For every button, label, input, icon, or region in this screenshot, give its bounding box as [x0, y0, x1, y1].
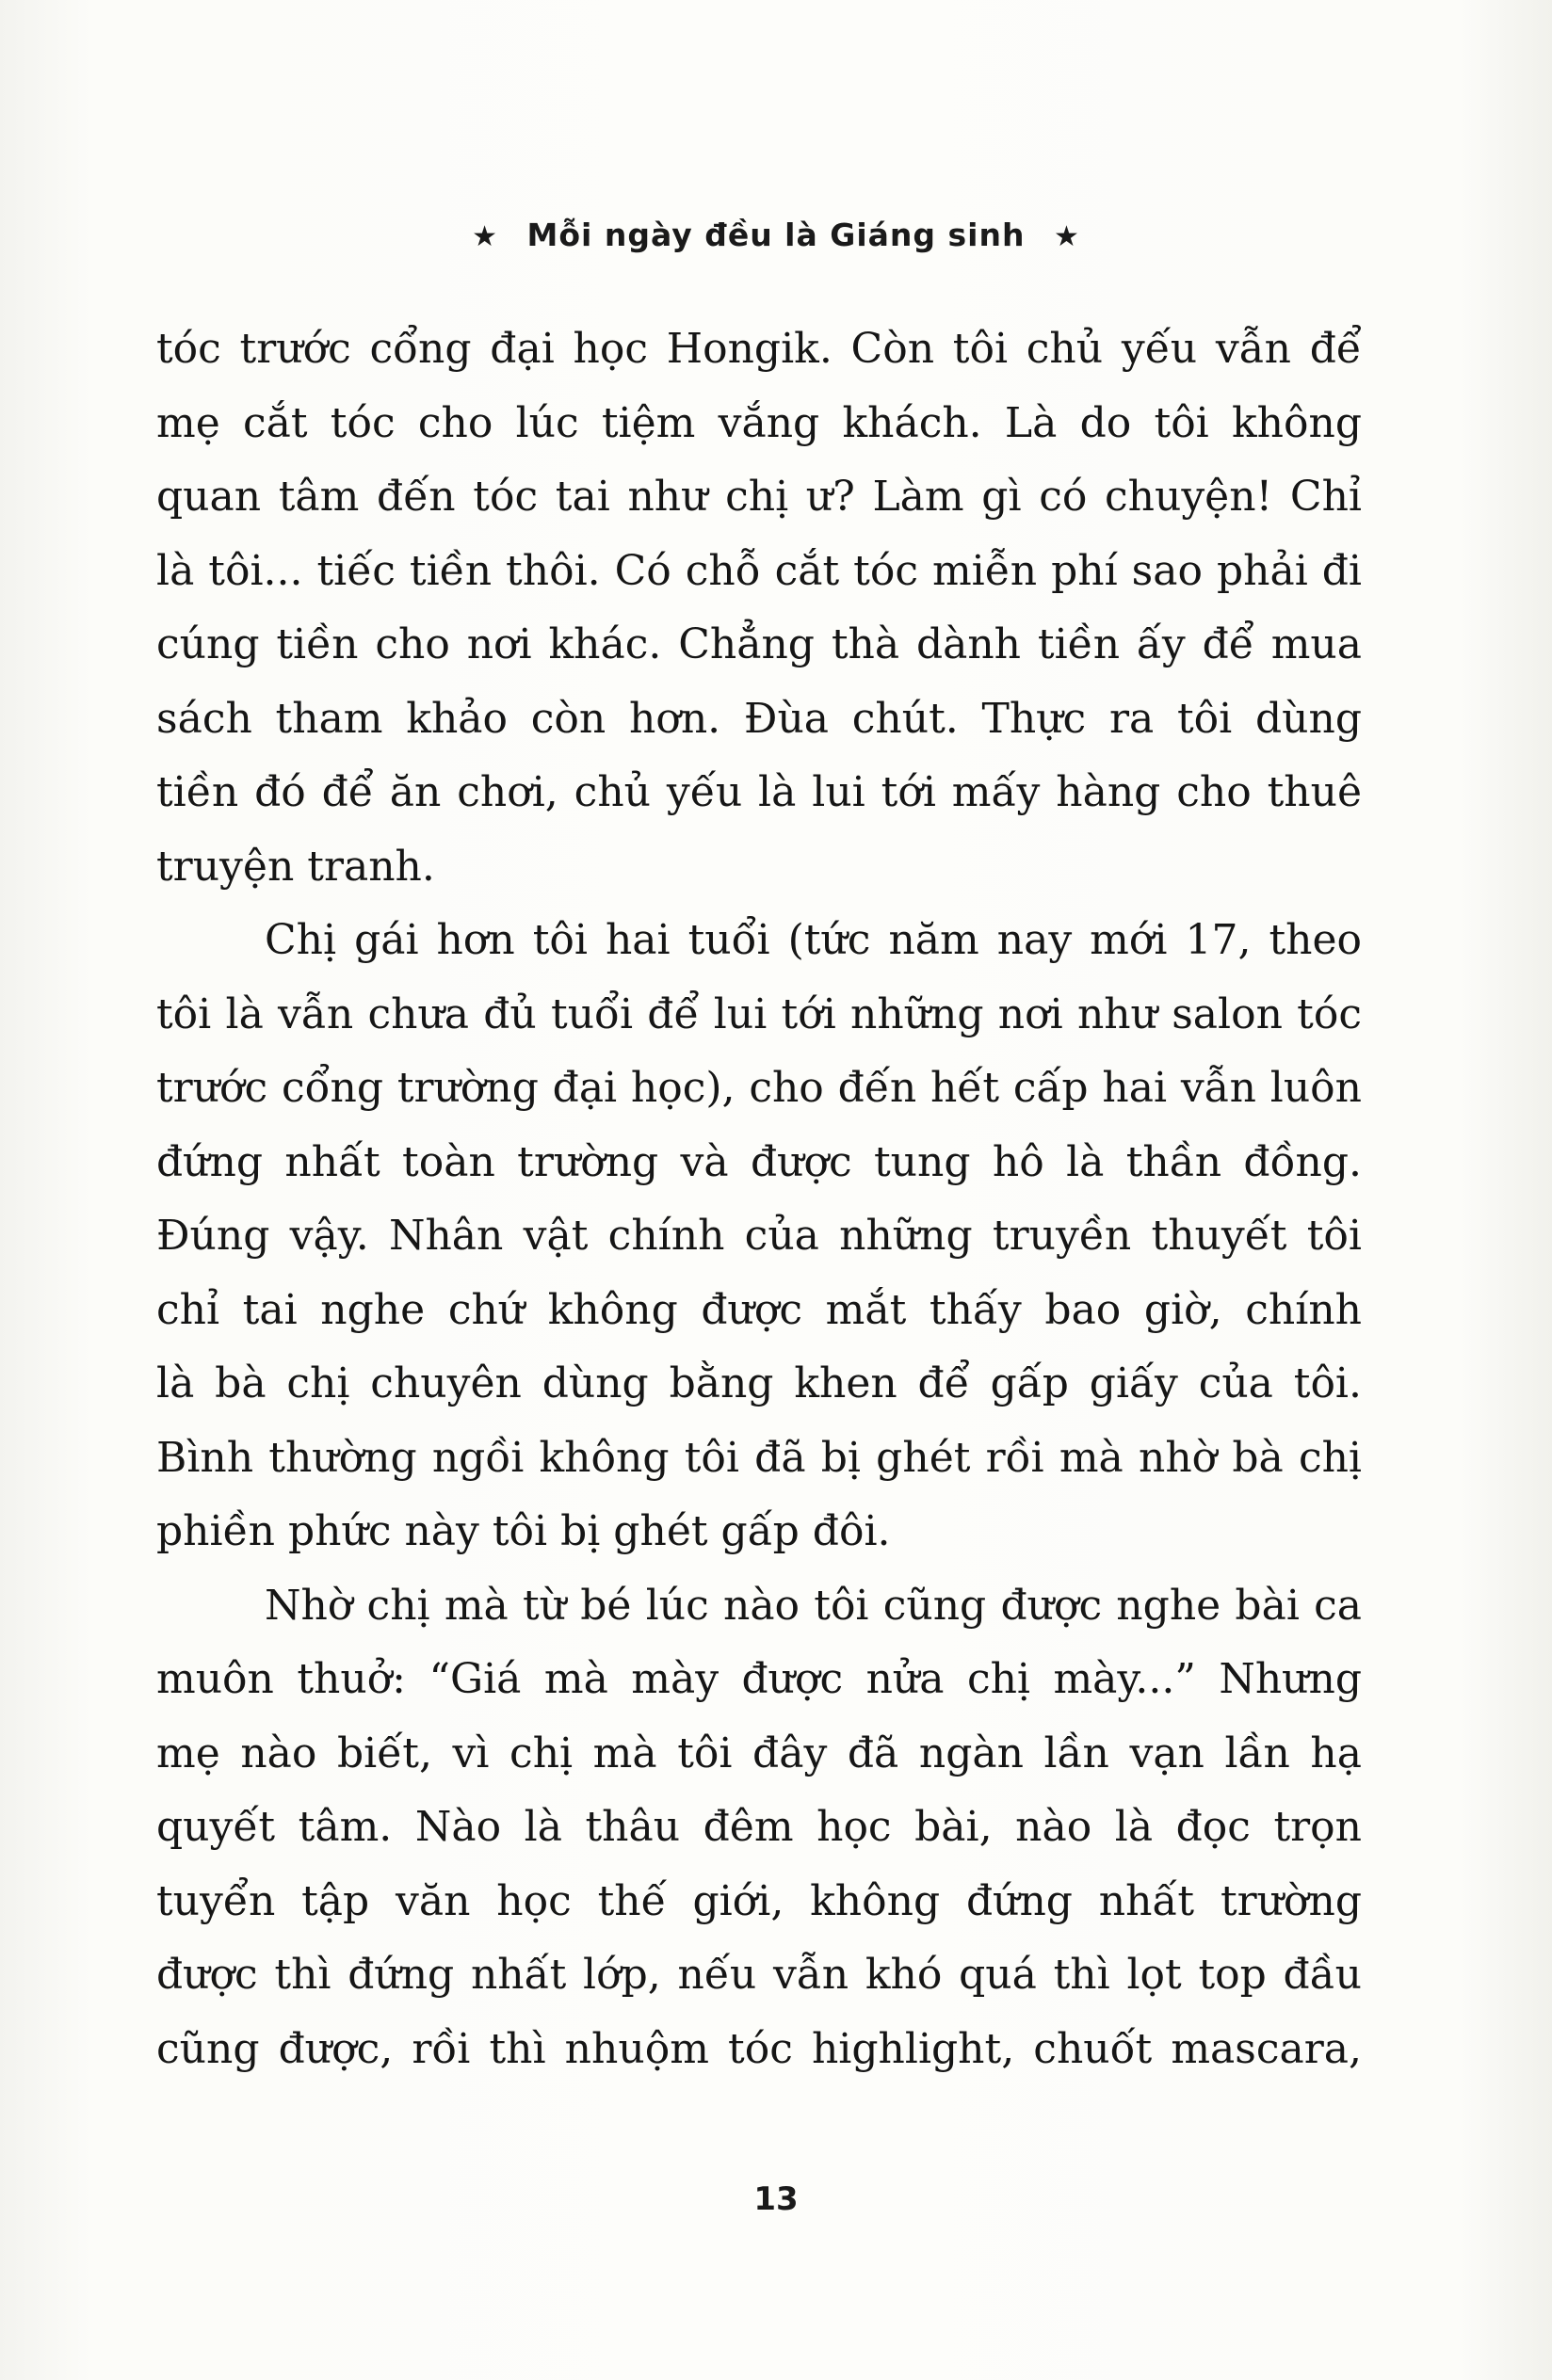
text-line: mẹ nào biết, vì chị mà tôi đây đã ngàn lần vạn lần hạ: [156, 1729, 1362, 1777]
text-line: tuyển tập văn học thế giới, không đứng nhất trường: [156, 1876, 1362, 1925]
text-line: là tôi... tiếc tiền thôi. Có chỗ cắt tóc miễn phí sao phải đi: [156, 546, 1362, 595]
text-line: quan tâm đến tóc tai như chị ư? Làm gì có chuyện! Chỉ: [156, 473, 1362, 521]
text-line: muôn thuở: “Giá mà mày được nửa chị mày...” Nhưng: [156, 1655, 1362, 1703]
star-icon-right: ★: [1053, 220, 1080, 253]
text-line: phiền phức này tôi bị ghét gấp đôi.: [156, 1507, 891, 1555]
body-text: [156, 313, 1362, 2086]
text-line: tóc trước cổng đại học Hongik. Còn tôi chủ yếu vẫn để: [156, 325, 1362, 373]
star-icon-left: ★: [472, 220, 499, 253]
running-title: Mỗi ngày đều là Giáng sinh: [526, 217, 1026, 253]
text-line: quyết tâm. Nào là thâu đêm học bài, nào là đọc trọn: [156, 1803, 1362, 1851]
text-line: chỉ tai nghe chứ không được mắt thấy bao giờ, chính: [156, 1285, 1362, 1334]
text-line: Chị gái hơn tôi hai tuổi (tức năm nay mới 17, theo: [265, 916, 1362, 964]
text-line: cũng được, rồi thì nhuộm tóc highlight, chuốt mascara,: [156, 2024, 1362, 2073]
text-line: là bà chị chuyên dùng bằng khen để gấp giấy của tôi.: [156, 1359, 1362, 1407]
text-line: truyện tranh.: [156, 842, 435, 891]
page-number: 13: [753, 2180, 799, 2218]
text-line: tôi là vẫn chưa đủ tuổi để lui tới những nơi như salon tóc: [156, 989, 1362, 1038]
text-line: sách tham khảo còn hơn. Đùa chút. Thực ra tôi dùng: [156, 694, 1362, 743]
text-line: đứng nhất toàn trường và được tung hô là thần đồng.: [156, 1137, 1362, 1186]
text-line: Đúng vậy. Nhân vật chính của những truyền thuyết tôi: [156, 1212, 1362, 1260]
text-line: trước cổng trường đại học), cho đến hết cấp hai vẫn luôn: [156, 1064, 1362, 1112]
text-line: cúng tiền cho nơi khác. Chẳng thà dành tiền ấy để mua: [156, 620, 1362, 668]
text-line: tiền đó để ăn chơi, chủ yếu là lui tới mấy hàng cho thuê: [156, 768, 1362, 816]
text-line: Nhờ chị mà từ bé lúc nào tôi cũng được nghe bài ca: [265, 1581, 1362, 1630]
running-header: [0, 217, 1552, 253]
text-line: được thì đứng nhất lớp, nếu vẫn khó quá thì lọt top đầu: [156, 1951, 1362, 1999]
text-line: mẹ cắt tóc cho lúc tiệm vắng khách. Là do tôi không: [156, 398, 1362, 447]
text-line: Bình thường ngồi không tôi đã bị ghét rồi mà nhờ bà chị: [156, 1433, 1362, 1482]
